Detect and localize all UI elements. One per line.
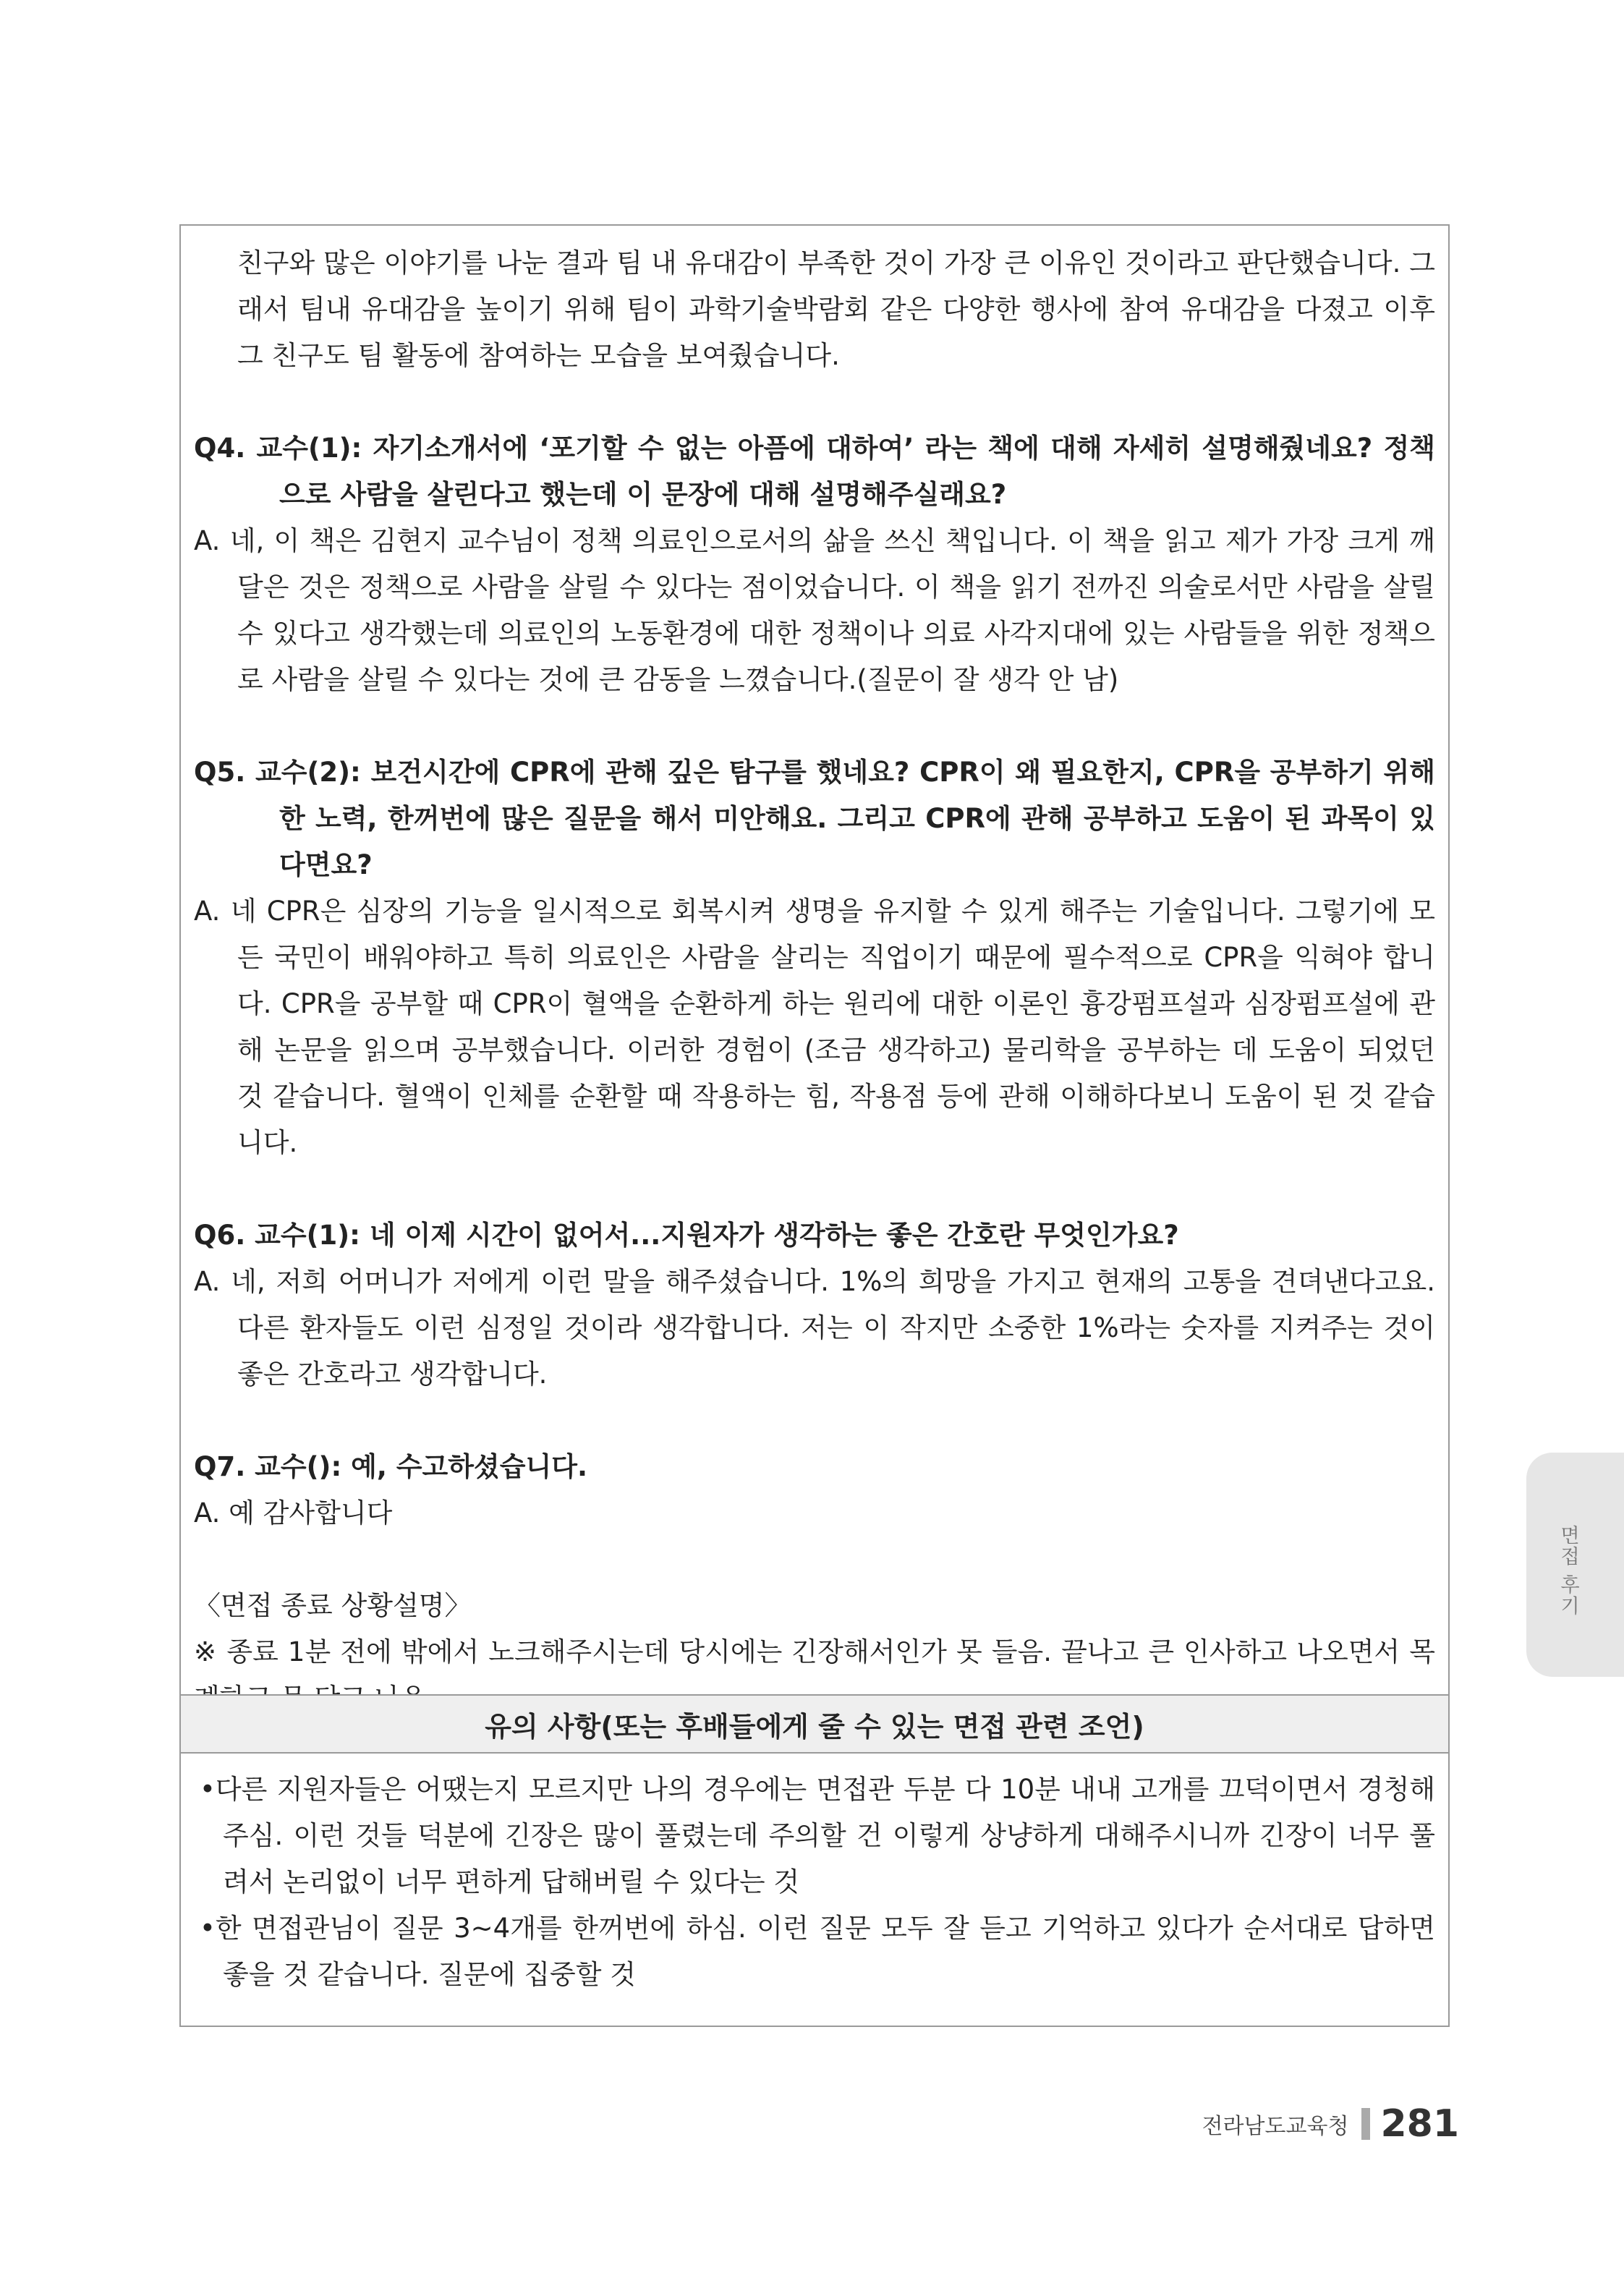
page-footer bbox=[1202, 2102, 1459, 2146]
advice-list bbox=[194, 1767, 1435, 1998]
footer-organization: 전라남도교육청 bbox=[1202, 2114, 1349, 2139]
interview-content bbox=[194, 240, 1435, 1722]
answer-5: A. 네 CPR은 심장의 기능을 일시적으로 회복시켜 생명을 유지할 수 있게 해주는 기술입니다. 그렇기에 모든 국민이 배워야하고 특히 의료인은 사람을 살리는 직업이기 때문에 필수적으로 CPR을 익혀야 합니다. CPR을 공부할 때 CPR이 혈액을 순환하게 하는 원리에 대한 이론인 흉강펌프설과 심장펌프설에 관해 논문을 읽으며 공부했습니다. 이러한 경험이 (조금 생각하고) 물리학을 공부하는 데 도움이 되었던 것 같습니다. 혈액이 인체를 순환할 때 작용하는 힘, 작용점 등에 관해 이해하다보니 도움이 된 것 같습니다. bbox=[194, 896, 1435, 1158]
page-number: 281 bbox=[1380, 2102, 1459, 2146]
footer-divider bbox=[1361, 2108, 1370, 2140]
question-5: Q5. 교수(2): 보건시간에 CPR에 관해 깊은 탐구를 했네요? CPR이 왜 필요한지, CPR을 공부하기 위해 한 노력, 한꺼번에 많은 질문을 해서 미안해요. 그리고 CPR에 관해 공부하고 도움이 된 과목이 있다면요? bbox=[194, 757, 1435, 880]
answer-7: A. 예 감사합니다 bbox=[194, 1497, 393, 1529]
answer-4: A. 네, 이 책은 김현지 교수님이 정책 의료인으로서의 삶을 쓰신 책입니다. 이 책을 읽고 제가 가장 크게 깨달은 것은 정책으로 사람을 살릴 수 있다는 점이었습니다. 이 책을 읽기 전까진 의술로서만 사람을 살릴 수 있다고 생각했는데 의료인의 노동환경에 대한 정책이나 의료 사각지대에 있는 사람들을 위한 정책으로 사람을 살릴 수 있다는 것에 큰 감동을 느꼈습니다.(질문이 잘 생각 안 남) bbox=[194, 525, 1435, 695]
question-6: Q6. 교수(1): 네 이제 시간이 없어서...지원자가 생각하는 좋은 간호란 무엇인가요? bbox=[194, 1220, 1179, 1251]
question-4: Q4. 교수(1): 자기소개서에 ‘포기할 수 없는 아픔에 대하여’ 라는 책에 대해 자세히 설명해줬네요? 정책으로 사람을 살린다고 했는데 이 문장에 대해 설명해주실래요? bbox=[194, 433, 1435, 510]
advice-item: •다른 지원자들은 어땠는지 모르지만 나의 경우에는 면접관 두분 다 10분 내내 고개를 끄덕이면서 경청해주심. 이런 것들 덕분에 긴장은 많이 풀렸는데 주의할 건 이렇게 상냥하게 대해주시니까 긴장이 너무 풀려서 논리없이 너무 편하게 답해버릴 수 있다는 것 bbox=[200, 1774, 1435, 1897]
side-tab-label: 면접 후기 bbox=[1557, 1525, 1579, 1617]
end-situation-title: 〈면접 종료 상황설명〉 bbox=[194, 1590, 472, 1621]
end-situation-note: ※ 종료 1분 전에 밖에서 노크해주시는데 당시에는 긴장해서인가 못 들음. 끝나고 큰 인사하고 나오면서 목 bbox=[194, 1636, 1435, 1667]
content-box bbox=[179, 224, 1450, 2027]
side-chapter-tab bbox=[1526, 1453, 1624, 1677]
advice-section-header: 유의 사항(또는 후배들에게 줄 수 있는 면접 관련 조언) bbox=[181, 1694, 1448, 1754]
answer-6: A. 네, 저희 어머니가 저에게 이런 말을 해주셨습니다. 1%의 희망을 가지고 현재의 고통을 견뎌낸다고요. 다른 환자들도 이런 심정일 것이라 생각합니다. 저는 이 작지만 소중한 1%라는 숫자를 지켜주는 것이 좋은 간호라고 생각합니다. bbox=[194, 1266, 1435, 1390]
advice-item: •한 면접관님이 질문 3~4개를 한꺼번에 하심. 이런 질문 모두 잘 듣고 기억하고 있다가 순서대로 답하면 좋을 것 같습니다. 질문에 집중할 것 bbox=[200, 1913, 1435, 1990]
question-7: Q7. 교수(): 예, 수고하셨습니다. bbox=[194, 1451, 588, 1482]
intro-paragraph: 친구와 많은 이야기를 나눈 결과 팀 내 유대감이 부족한 것이 가장 큰 이유인 것이라고 판단했습니다. 그래서 팀내 유대감을 높이기 위해 팀이 과학기술박람회 같은 다양한 행사에 참여 유대감을 다졌고 이후 그 친구도 팀 활동에 참여하는 모습을 보여줬습니다. bbox=[237, 247, 1435, 371]
